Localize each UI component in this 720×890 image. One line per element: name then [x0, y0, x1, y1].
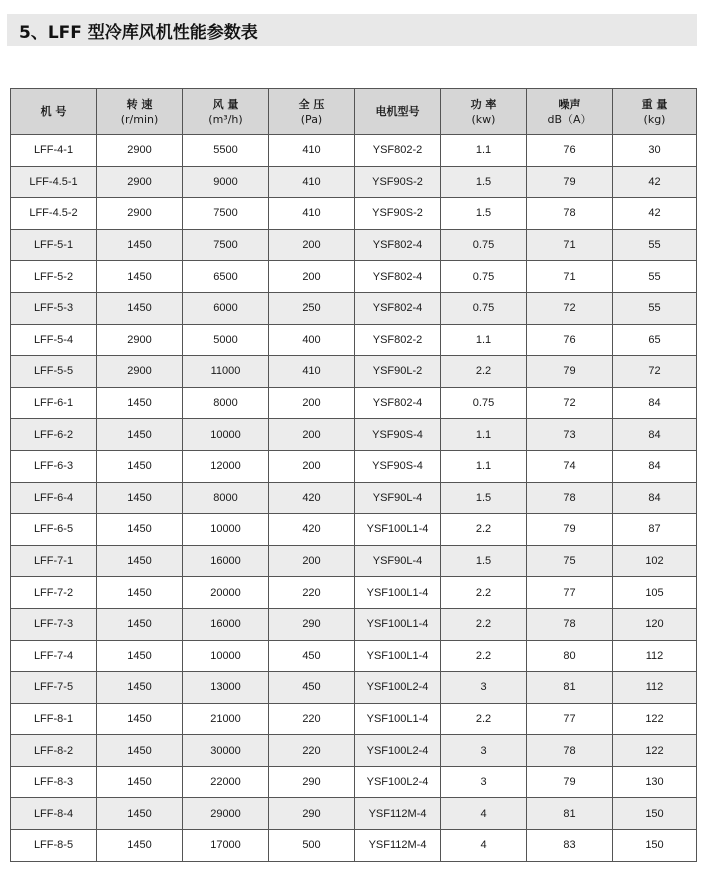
table-cell: 22000	[183, 766, 269, 798]
table-cell: YSF112M-4	[355, 830, 441, 862]
table-cell: LFF-8-3	[11, 766, 97, 798]
column-header	[441, 89, 527, 135]
table-cell: 73	[527, 419, 613, 451]
table-row	[11, 735, 697, 767]
table-cell: 77	[527, 703, 613, 735]
table-row	[11, 798, 697, 830]
column-header-label: 机 号	[40, 105, 67, 118]
table-cell: 87	[613, 514, 697, 546]
table-cell: 42	[613, 166, 697, 198]
table-cell: LFF-8-2	[11, 735, 97, 767]
table-cell: LFF-6-3	[11, 450, 97, 482]
table-cell: 72	[527, 292, 613, 324]
table-cell: 1450	[97, 545, 183, 577]
table-cell: 78	[527, 482, 613, 514]
table-cell: LFF-8-5	[11, 830, 97, 862]
table-cell: 500	[269, 830, 355, 862]
section-title-bar	[7, 14, 697, 46]
table-cell: 6500	[183, 261, 269, 293]
table-cell: YSF112M-4	[355, 798, 441, 830]
table-cell: 8000	[183, 387, 269, 419]
table-cell: 1.5	[441, 166, 527, 198]
table-cell: 1450	[97, 766, 183, 798]
column-header-label: 噪声	[558, 97, 581, 111]
table-cell: LFF-5-4	[11, 324, 97, 356]
column-header-unit: (m³/h)	[208, 112, 243, 126]
table-cell: YSF90L-4	[355, 482, 441, 514]
table-row	[11, 514, 697, 546]
table-cell: YSF100L1-4	[355, 640, 441, 672]
table-cell: 220	[269, 577, 355, 609]
table-cell: 7500	[183, 229, 269, 261]
table-row	[11, 261, 697, 293]
table-row	[11, 545, 697, 577]
table-cell: 10000	[183, 514, 269, 546]
table-cell: 0.75	[441, 261, 527, 293]
table-cell: YSF100L2-4	[355, 735, 441, 767]
table-cell: 11000	[183, 356, 269, 388]
table-cell: 410	[269, 356, 355, 388]
table-cell: YSF90S-2	[355, 166, 441, 198]
table-cell: 16000	[183, 608, 269, 640]
table-cell: 79	[527, 356, 613, 388]
table-cell: 2.2	[441, 608, 527, 640]
table-cell: 76	[527, 135, 613, 167]
table-cell: 71	[527, 229, 613, 261]
column-header	[183, 89, 269, 135]
table-cell: 12000	[183, 450, 269, 482]
table-cell: 2.2	[441, 577, 527, 609]
table-cell: 150	[613, 798, 697, 830]
table-cell: 78	[527, 735, 613, 767]
table-cell: 0.75	[441, 229, 527, 261]
table-cell: LFF-8-4	[11, 798, 97, 830]
table-cell: 83	[527, 830, 613, 862]
table-cell: 1450	[97, 450, 183, 482]
table-cell: 80	[527, 640, 613, 672]
table-cell: 84	[613, 482, 697, 514]
table-cell: LFF-4.5-2	[11, 198, 97, 230]
table-cell: LFF-6-5	[11, 514, 97, 546]
table-cell: 2900	[97, 356, 183, 388]
table-cell: 250	[269, 292, 355, 324]
table-cell: 7500	[183, 198, 269, 230]
table-cell: 200	[269, 261, 355, 293]
table-row	[11, 135, 697, 167]
table-cell: 5000	[183, 324, 269, 356]
table-cell: 76	[527, 324, 613, 356]
table-cell: 200	[269, 229, 355, 261]
table-row	[11, 324, 697, 356]
table-cell: 1.1	[441, 324, 527, 356]
table-cell: YSF90S-4	[355, 450, 441, 482]
table-cell: 122	[613, 735, 697, 767]
table-cell: 1450	[97, 703, 183, 735]
table-cell: LFF-6-4	[11, 482, 97, 514]
table-cell: 420	[269, 514, 355, 546]
table-cell: YSF100L1-4	[355, 608, 441, 640]
table-cell: 410	[269, 135, 355, 167]
table-cell: 1.1	[441, 450, 527, 482]
table-cell: 290	[269, 798, 355, 830]
table-cell: 1450	[97, 640, 183, 672]
table-row	[11, 608, 697, 640]
table-cell: 77	[527, 577, 613, 609]
table-cell: 1450	[97, 419, 183, 451]
table-cell: YSF802-4	[355, 229, 441, 261]
table-cell: 75	[527, 545, 613, 577]
table-cell: 102	[613, 545, 697, 577]
table-cell: 150	[613, 830, 697, 862]
table-cell: 3	[441, 672, 527, 704]
table-cell: 5500	[183, 135, 269, 167]
table-cell: LFF-7-4	[11, 640, 97, 672]
table-cell: LFF-5-2	[11, 261, 97, 293]
table-cell: 1.5	[441, 482, 527, 514]
column-header	[11, 89, 97, 135]
table-cell: 2900	[97, 135, 183, 167]
table-row	[11, 166, 697, 198]
table-cell: 13000	[183, 672, 269, 704]
table-cell: 1450	[97, 672, 183, 704]
table-cell: 1450	[97, 261, 183, 293]
table-cell: 29000	[183, 798, 269, 830]
table-cell: 4	[441, 830, 527, 862]
column-header-label: 全 压	[298, 97, 325, 111]
table-cell: 1450	[97, 577, 183, 609]
table-row	[11, 387, 697, 419]
table-cell: 120	[613, 608, 697, 640]
table-cell: YSF100L1-4	[355, 577, 441, 609]
table-cell: LFF-4-1	[11, 135, 97, 167]
table-cell: 122	[613, 703, 697, 735]
table-cell: 4	[441, 798, 527, 830]
table-cell: 290	[269, 766, 355, 798]
table-cell: 1450	[97, 798, 183, 830]
table-row	[11, 356, 697, 388]
table-cell: 2900	[97, 166, 183, 198]
table-row	[11, 703, 697, 735]
table-row	[11, 672, 697, 704]
table-cell: 2900	[97, 198, 183, 230]
table-cell: 79	[527, 514, 613, 546]
table-cell: YSF90S-2	[355, 198, 441, 230]
table-cell: 1450	[97, 830, 183, 862]
table-cell: 400	[269, 324, 355, 356]
table-cell: LFF-5-1	[11, 229, 97, 261]
table-cell: LFF-7-1	[11, 545, 97, 577]
table-cell: 1.5	[441, 545, 527, 577]
table-cell: 0.75	[441, 292, 527, 324]
table-row	[11, 292, 697, 324]
table-cell: 112	[613, 672, 697, 704]
table-cell: 290	[269, 608, 355, 640]
table-cell: 2.2	[441, 356, 527, 388]
table-row	[11, 198, 697, 230]
table-cell: 10000	[183, 419, 269, 451]
table-row	[11, 766, 697, 798]
table-row	[11, 419, 697, 451]
table-cell: LFF-8-1	[11, 703, 97, 735]
table-cell: 6000	[183, 292, 269, 324]
table-cell: 2.2	[441, 640, 527, 672]
table-cell: 112	[613, 640, 697, 672]
table-body	[11, 135, 697, 862]
table-cell: 16000	[183, 545, 269, 577]
table-cell: 3	[441, 766, 527, 798]
table-cell: YSF100L1-4	[355, 703, 441, 735]
table-cell: 84	[613, 387, 697, 419]
table-cell: YSF802-4	[355, 387, 441, 419]
table-cell: LFF-6-1	[11, 387, 97, 419]
table-cell: 1.1	[441, 135, 527, 167]
table-row	[11, 577, 697, 609]
column-header-unit: (kg)	[643, 112, 666, 126]
table-cell: 220	[269, 735, 355, 767]
table-cell: LFF-6-2	[11, 419, 97, 451]
table-cell: 410	[269, 198, 355, 230]
table-cell: 1.5	[441, 198, 527, 230]
table-cell: 2.2	[441, 703, 527, 735]
table-cell: LFF-7-3	[11, 608, 97, 640]
table-cell: YSF802-2	[355, 324, 441, 356]
table-cell: LFF-4.5-1	[11, 166, 97, 198]
table-cell: YSF802-4	[355, 292, 441, 324]
table-cell: 74	[527, 450, 613, 482]
table-cell: 10000	[183, 640, 269, 672]
table-row	[11, 229, 697, 261]
table-cell: 84	[613, 419, 697, 451]
column-header-label: 电机型号	[375, 105, 420, 118]
table-cell: 8000	[183, 482, 269, 514]
page-title: 5、LFF 型冷库风机性能参数表	[19, 22, 258, 43]
table-cell: 20000	[183, 577, 269, 609]
column-header-label: 功 率	[470, 97, 497, 111]
table-cell: 42	[613, 198, 697, 230]
table-cell: YSF100L2-4	[355, 672, 441, 704]
table-cell: 410	[269, 166, 355, 198]
table-cell: 1450	[97, 229, 183, 261]
table-cell: 84	[613, 450, 697, 482]
table-cell: 1.1	[441, 419, 527, 451]
table-cell: YSF802-4	[355, 261, 441, 293]
table-cell: 1450	[97, 387, 183, 419]
table-cell: 71	[527, 261, 613, 293]
table-cell: 81	[527, 798, 613, 830]
column-header-unit: (r/min)	[120, 112, 159, 126]
table-row	[11, 830, 697, 862]
table-cell: 79	[527, 166, 613, 198]
table-header-row	[11, 89, 697, 135]
table-row	[11, 482, 697, 514]
table-cell: 1450	[97, 735, 183, 767]
table-cell: 1450	[97, 514, 183, 546]
table-row	[11, 450, 697, 482]
table-cell: 1450	[97, 482, 183, 514]
table-cell: LFF-5-3	[11, 292, 97, 324]
table-cell: 220	[269, 703, 355, 735]
table-cell: 72	[527, 387, 613, 419]
table-cell: LFF-5-5	[11, 356, 97, 388]
table-cell: 55	[613, 261, 697, 293]
table-cell: 79	[527, 766, 613, 798]
table-cell: 450	[269, 640, 355, 672]
table-cell: 21000	[183, 703, 269, 735]
table-cell: 200	[269, 450, 355, 482]
column-header-unit: (Pa)	[300, 112, 323, 126]
table-cell: LFF-7-5	[11, 672, 97, 704]
table-cell: YSF100L2-4	[355, 766, 441, 798]
column-header-unit: dB（A）	[547, 112, 592, 126]
table-cell: LFF-7-2	[11, 577, 97, 609]
table-cell: 1450	[97, 292, 183, 324]
table-cell: YSF100L1-4	[355, 514, 441, 546]
table-cell: YSF90S-4	[355, 419, 441, 451]
table-cell: 17000	[183, 830, 269, 862]
column-header-label: 风 量	[212, 97, 239, 111]
column-header	[97, 89, 183, 135]
table-cell: 72	[613, 356, 697, 388]
table-cell: 200	[269, 419, 355, 451]
table-cell: YSF90L-2	[355, 356, 441, 388]
table-cell: 65	[613, 324, 697, 356]
table-cell: 9000	[183, 166, 269, 198]
table-cell: 420	[269, 482, 355, 514]
column-header	[613, 89, 697, 135]
performance-table	[10, 88, 697, 862]
table-cell: 78	[527, 198, 613, 230]
table-cell: 55	[613, 292, 697, 324]
table-cell: 3	[441, 735, 527, 767]
table-cell: YSF90L-4	[355, 545, 441, 577]
table-cell: 30000	[183, 735, 269, 767]
table-row	[11, 640, 697, 672]
column-header	[527, 89, 613, 135]
table-cell: 130	[613, 766, 697, 798]
table-cell: YSF802-2	[355, 135, 441, 167]
table-cell: 450	[269, 672, 355, 704]
table-cell: 55	[613, 229, 697, 261]
column-header	[355, 89, 441, 135]
table-cell: 30	[613, 135, 697, 167]
table-cell: 200	[269, 545, 355, 577]
column-header-unit: (kw)	[471, 112, 496, 126]
table-cell: 78	[527, 608, 613, 640]
column-header-label: 重 量	[641, 97, 668, 111]
table-cell: 2.2	[441, 514, 527, 546]
table-cell: 1450	[97, 608, 183, 640]
table-cell: 200	[269, 387, 355, 419]
table-cell: 2900	[97, 324, 183, 356]
table-cell: 0.75	[441, 387, 527, 419]
column-header	[269, 89, 355, 135]
table-cell: 81	[527, 672, 613, 704]
column-header-label: 转 速	[126, 97, 153, 111]
table-cell: 105	[613, 577, 697, 609]
